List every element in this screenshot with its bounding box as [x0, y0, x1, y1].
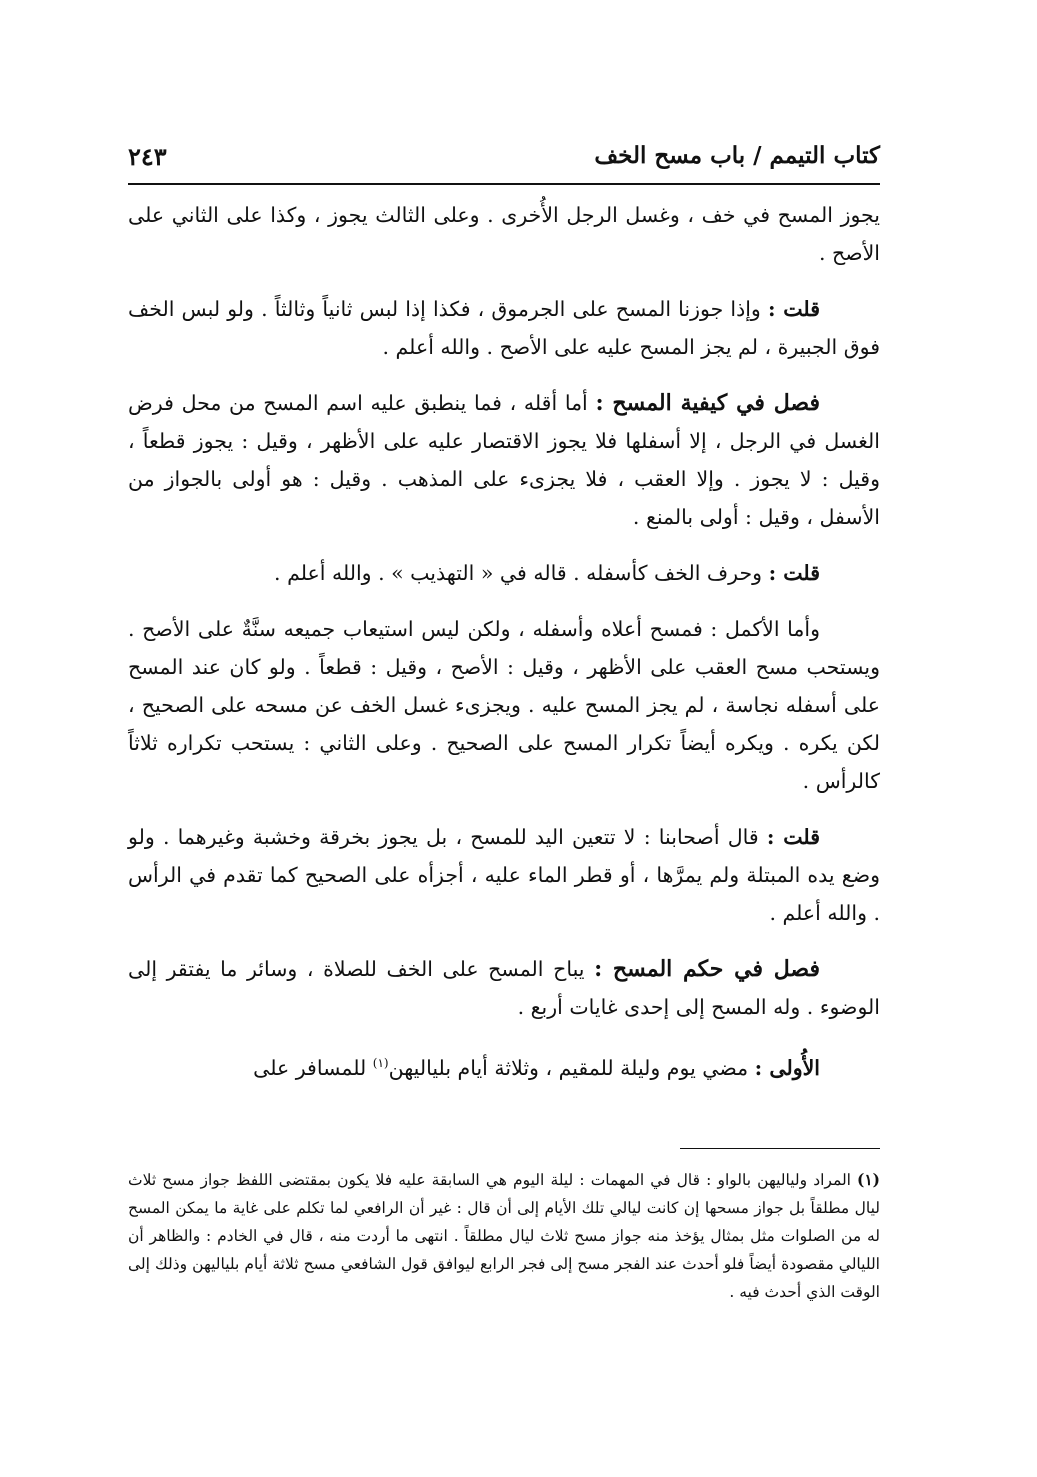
paragraph-7 — [128, 950, 880, 1026]
section-heading-kayfiyya: فصل في كيفية المسح : — [595, 390, 820, 416]
paragraph-8-text-a: مضي يوم وليلة للمقيم ، وثلاثة أيام بلياليهن — [388, 1055, 755, 1080]
paragraph-4-text: وحرف الخف كأسفله . قاله في « التهذيب » . والله أعلم . — [274, 561, 769, 585]
paragraph-3-text: أما أقله ، فما ينطبق عليه اسم المسح من محل فرض الغسل في الرجل ، إلا أسفلها فلا يجوز الاقتصار عليه على الأظهر ، وقيل : يجوز قطعاً ، وقيل : لا يجوز . وإلا العقب ، فلا يجزىء على المذهب . وقيل : هو أولى بالجواز من الأسفل ، وقيل : أولى بالمنع . — [128, 391, 880, 529]
paragraph-8 — [128, 1044, 880, 1087]
paragraph-4 — [128, 554, 880, 592]
paragraph-1 — [128, 196, 880, 272]
main-text — [128, 196, 880, 1105]
paragraph-5-text: وأما الأكمل : فمسح أعلاه وأسفله ، ولكن ليس استيعاب جميعه سنَّةٌ على الأصح . ويستحب مسح العقب على الأظهر ، وقيل : الأصح ، وقيل : قطعاً . ولو كان عند المسح على أسفله نجاسة ، لم يجز المسح عليه . ويجزىء غسل الخف عن مسحه على الصحيح ، لكن يكره . ويكره أيضاً تكرار المسح على الصحيح . وعلى الثاني : يستحب تكراره ثلاثاً كالرأس . — [128, 617, 880, 793]
footnote-1 — [128, 1166, 880, 1306]
section-heading-hukm: فصل في حكم المسح : — [594, 956, 820, 982]
running-title: كتاب التيمم / باب مسح الخف — [594, 142, 880, 169]
paragraph-6 — [128, 818, 880, 932]
paragraph-5 — [128, 610, 880, 800]
paragraph-4-lead: قلت : — [768, 561, 820, 585]
footnote-1-text: المراد ولياليهن بالواو : قال في المهمات : ليلة اليوم هي السابقة عليه فلا يكون بمقتضى اللفظ جواز مسح ثلاث ليال مطلقاً بل جواز مسحها إن كانت ليالي تلك الأيام إلى أن قال : غير أن الرافعي لما تكلم على غاية ما يمكن المسح له من الصلوات مثل بمثال يؤخذ منه جواز مسح ثلاث ليال مطلقاً . انتهى ما أردت منه ، قال في الخادم : والظاهر أن الليالي مقصودة أيضاً فلو أحدث عند الفجر مسح إلى فجر الرابع ليوافق قول الشافعي مسح ثلاثة أيام بلياليهن وذلك إلى الوقت الذي أحدث فيه . — [128, 1171, 880, 1301]
paragraph-2-text: وإذا جوزنا المسح على الجرموق ، فكذا إذا لبس ثانياً وثالثاً . ولو لبس الخف فوق الجبيرة ، لم يجز المسح عليه على الأصح . والله أعلم . — [128, 297, 880, 359]
page-number: ٢٤٣ — [128, 142, 167, 171]
header-rule — [128, 183, 880, 185]
footnotes — [128, 1166, 880, 1306]
footnote-reference: (١) — [372, 1056, 389, 1070]
paragraph-2-lead: قلت : — [767, 297, 821, 321]
paragraph-7-text: يباح المسح على الخف للصلاة ، وسائر ما يفتقر إلى الوضوء . وله المسح إلى إحدى غايات أربع . — [128, 957, 880, 1019]
footnote-1-mark: (١) — [856, 1170, 880, 1189]
paragraph-8-lead: الأُولى : — [754, 1055, 820, 1080]
paragraph-8-text-b: للمسافر على — [253, 1055, 373, 1080]
paragraph-6-text: قال أصحابنا : لا تتعين اليد للمسح ، بل يجوز بخرقة وخشبة وغيرهما . ولو وضع يده المبتلة ولم يمرَّها ، أو قطر الماء عليه ، أجزأه على الصحيح كما تقدم في الرأس . والله أعلم . — [128, 825, 880, 925]
paragraph-3 — [128, 384, 880, 536]
footnote-rule — [680, 1148, 880, 1149]
paragraph-6-lead: قلت : — [766, 825, 821, 849]
paragraph-1-text: يجوز المسح في خف ، وغسل الرجل الأُخرى . وعلى الثالث يجوز ، وكذا على الثاني على الأصح . — [128, 203, 880, 265]
page-header — [128, 138, 880, 182]
paragraph-2 — [128, 290, 880, 366]
